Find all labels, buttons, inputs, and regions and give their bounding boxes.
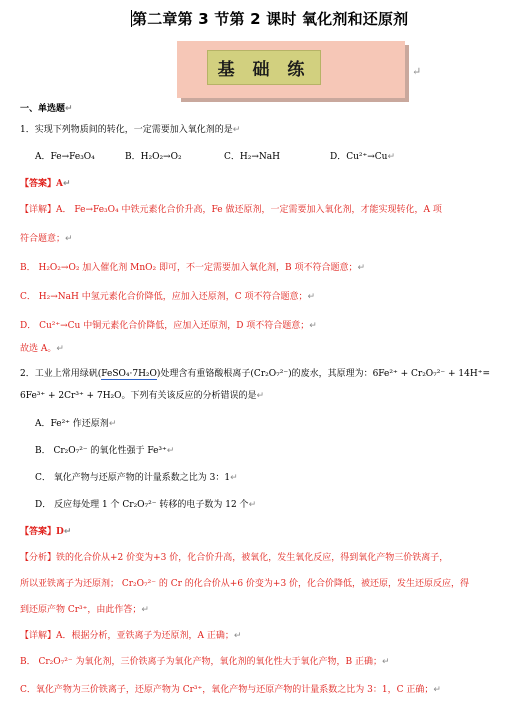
paragraph-mark-icon: ↵ — [62, 179, 71, 189]
banner-label: 基 础 练 — [207, 50, 321, 85]
section-heading — [20, 101, 73, 114]
paragraph-mark-icon: ↵ — [141, 605, 149, 615]
question-1-option-d: D．Cu²⁺→Cu↵ — [330, 152, 396, 162]
section-banner — [177, 41, 405, 98]
question-2-analysis-line2: 所以亚铁离子为还原剂； Cr₂O₇²⁻ 的 Cr 的化合价从+6 价变为+3 价，化合价降低，被还原，发生还原反应，得 — [20, 579, 470, 589]
paragraph-mark-icon: ↵ — [256, 391, 265, 401]
paragraph-mark-icon: ↵ — [309, 321, 317, 331]
question-1-detail-b: B． H₂O₂→O₂ 加入催化剂 MnO₂ 即可，不一定需要加入氧化剂，B 项不符合题意；↵ — [20, 263, 366, 273]
question-1-answer: 【答案】A↵ — [20, 179, 71, 189]
paragraph-mark-icon: ↵ — [412, 65, 422, 78]
question-1-conclusion: 故选 A。↵ — [20, 344, 64, 354]
question-2-stem-line2: 6Fe³⁺ + 2Cr³⁺ + 7H₂O。下列有关该反应的分析错误的是↵ — [20, 391, 265, 401]
paragraph-mark-icon: ↵ — [357, 263, 366, 273]
question-2-detail-a: 【详解】A．根据分析，亚铁离子为还原剂，A 正确；↵ — [20, 631, 242, 641]
paragraph-mark-icon: ↵ — [56, 344, 64, 354]
paragraph-mark-icon: ↵ — [63, 527, 72, 537]
paragraph-mark-icon: ↵ — [233, 631, 242, 641]
paragraph-mark-icon: ↵ — [307, 292, 315, 302]
paragraph-mark-icon: ↵ — [232, 125, 241, 135]
question-1-option-c: C．H₂→NaH — [224, 152, 280, 162]
paragraph-mark-icon: ↵ — [108, 419, 117, 429]
question-2-option-b: B． Cr₂O₇²⁻ 的氧化性强于 Fe³⁺↵ — [35, 446, 175, 456]
question-1-option-b: B．H₂O₂→O₂ — [125, 152, 182, 162]
question-2-option-a: A．Fe²⁺ 作还原剂↵ — [35, 419, 117, 429]
question-2-analysis-line3: 到还原产物 Cr³⁺，由此作答；↵ — [20, 605, 149, 615]
paragraph-mark-icon: ↵ — [248, 500, 257, 510]
paragraph-mark-icon: ↵ — [65, 104, 73, 114]
paragraph-mark-icon: ↵ — [65, 234, 73, 244]
question-2-detail-c: C．氧化产物为三价铁离子，还原产物为 Cr³⁺，氧化产物与还原产物的计量系数之比为 3：1，C 正确；↵ — [20, 685, 441, 695]
lesson-title: 第二章第 3 节第 2 课时 氧化剂和还原剂 — [132, 10, 409, 28]
paragraph-mark-icon: ↵ — [381, 657, 390, 667]
question-1-option-a: A．Fe→Fe₃O₄ — [35, 152, 95, 162]
question-2-option-d: D． 反应每处理 1 个 Cr₂O₇²⁻ 转移的电子数为 12 个↵ — [35, 500, 257, 510]
section-heading-text: 一、单选题 — [20, 104, 66, 114]
paragraph-mark-icon: ↵ — [387, 152, 396, 162]
question-1-detail-d: D． Cu²⁺→Cu 中铜元素化合价降低，应加入还原剂，D 项不符合题意；↵ — [20, 321, 317, 331]
paragraph-mark-icon: ↵ — [230, 473, 238, 483]
question-2-analysis-line1: 【分析】铁的化合价从+2 价变为+3 价，化合价升高，被氧化，发生氧化反应，得到氧化产物三价铁离子， — [20, 553, 449, 563]
question-2-stem-line1: 2．工业上常用绿矾(FeSO₄·7H₂O)处理含有重铬酸根离子(Cr₂O₇²⁻)的废水，其原理为：6Fe²⁺ + Cr₂O₇²⁻ + 14H⁺= — [20, 369, 491, 379]
formula-link[interactable]: FeSO₄·7H₂O — [101, 369, 157, 379]
question-1-detail-a-line2: 符合题意；↵ — [20, 234, 73, 244]
paragraph-mark-icon: ↵ — [433, 685, 441, 695]
question-1-stem: 1．实现下列物质间的转化，一定需要加入氧化剂的是↵ — [20, 125, 241, 135]
question-2-option-c: C． 氧化产物与还原产物的计量系数之比为 3：1↵ — [35, 473, 238, 483]
question-2-answer: 【答案】D↵ — [20, 527, 72, 537]
paragraph-mark-icon: ↵ — [166, 446, 175, 456]
question-2-detail-b: B． Cr₂O₇²⁻ 为氧化剂，三价铁离子为氧化产物，氧化剂的氧化性大于氧化产物，B 正确；↵ — [20, 657, 390, 667]
question-1-detail-a-line1: 【详解】A． Fe→Fe₃O₄ 中铁元素化合价升高，Fe 做还原剂，一定需要加入氧化剂，才能实现转化，A 项 — [20, 205, 442, 215]
question-1-detail-c: C． H₂→NaH 中氢元素化合价降低，应加入还原剂，C 项不符合题意；↵ — [20, 292, 315, 302]
